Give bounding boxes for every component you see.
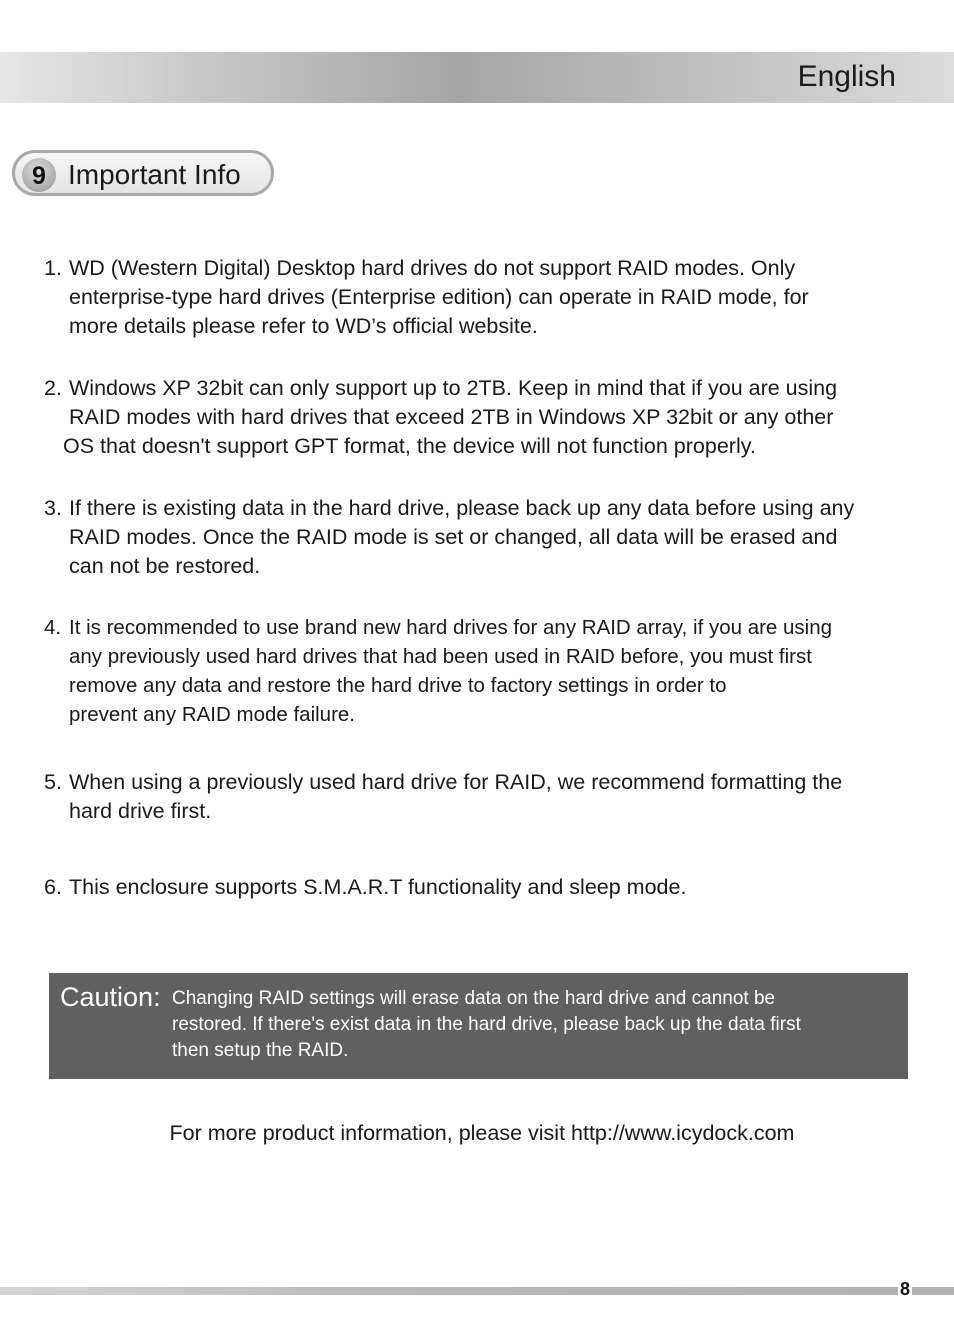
list-item-line: enterprise-type hard drives (Enterprise edition) can operate in RAID mode, for	[69, 285, 809, 309]
list-item-line: RAID modes with hard drives that exceed 2TB in Windows XP 32bit or any other	[69, 405, 834, 429]
bottom-rule	[0, 1287, 954, 1295]
list-item-line: When using a previously used hard drive for RAID, we recommend formatting the	[69, 770, 843, 794]
list-item	[44, 613, 924, 729]
language-label: English	[797, 60, 896, 93]
list-item-line: more details please refer to WD’s official website.	[69, 314, 538, 338]
list-item-line: prevent any RAID mode failure.	[69, 703, 355, 726]
list-item-number: 4.	[44, 616, 62, 639]
caution-line: Changing RAID settings will erase data on the hard drive and cannot be	[172, 988, 776, 1009]
list-item-line: Windows XP 32bit can only support up to 2TB. Keep in mind that if you are using	[69, 376, 838, 400]
list-item-line: RAID modes. Once the RAID mode is set or changed, all data will be erased and	[69, 525, 838, 549]
list-item-line: This enclosure supports S.M.A.R.T functionality and sleep mode.	[69, 875, 687, 899]
list-item-line: OS that doesn't support GPT format, the device will not function properly.	[63, 434, 756, 458]
caution-label: Caution:	[60, 982, 161, 1012]
section-heading	[12, 150, 274, 196]
list-item-number: 3.	[44, 496, 62, 520]
caution-text	[172, 986, 892, 1064]
list-item-line: WD (Western Digital) Desktop hard drives do not support RAID modes. Only	[69, 256, 796, 280]
caution-line: then setup the RAID.	[172, 1040, 349, 1061]
list-item	[44, 494, 924, 581]
list-item-number: 1.	[44, 256, 62, 280]
list-item-number: 5.	[44, 770, 62, 794]
page-number: 8	[900, 1279, 911, 1299]
list-item	[44, 374, 924, 461]
list-item-line: remove any data and restore the hard drive to factory settings in order to	[69, 674, 727, 697]
caution-line: restored. If there's exist data in the hard drive, please back up the data first	[172, 1014, 801, 1035]
list-item-line: can not be restored.	[69, 554, 261, 578]
list-item-number: 2.	[44, 376, 62, 400]
caution-box	[49, 973, 908, 1079]
section-title: Important Info	[68, 159, 241, 190]
list-item-line: any previously used hard drives that had been used in RAID before, you must first	[69, 645, 812, 668]
list-item-line: hard drive first.	[69, 799, 212, 823]
list-item-number: 6.	[44, 875, 62, 899]
list-item	[44, 254, 924, 341]
list-item-line: If there is existing data in the hard drive, please back up any data before using any	[69, 496, 855, 520]
header-band	[0, 52, 954, 103]
section-number-badge: 9	[22, 158, 56, 192]
list-item	[44, 768, 924, 826]
list-item-line: It is recommended to use brand new hard drives for any RAID array, if you are using	[69, 616, 833, 639]
list-item	[44, 873, 924, 902]
footer-website-text: For more product information, please visit http://www.icydock.com	[169, 1121, 795, 1145]
